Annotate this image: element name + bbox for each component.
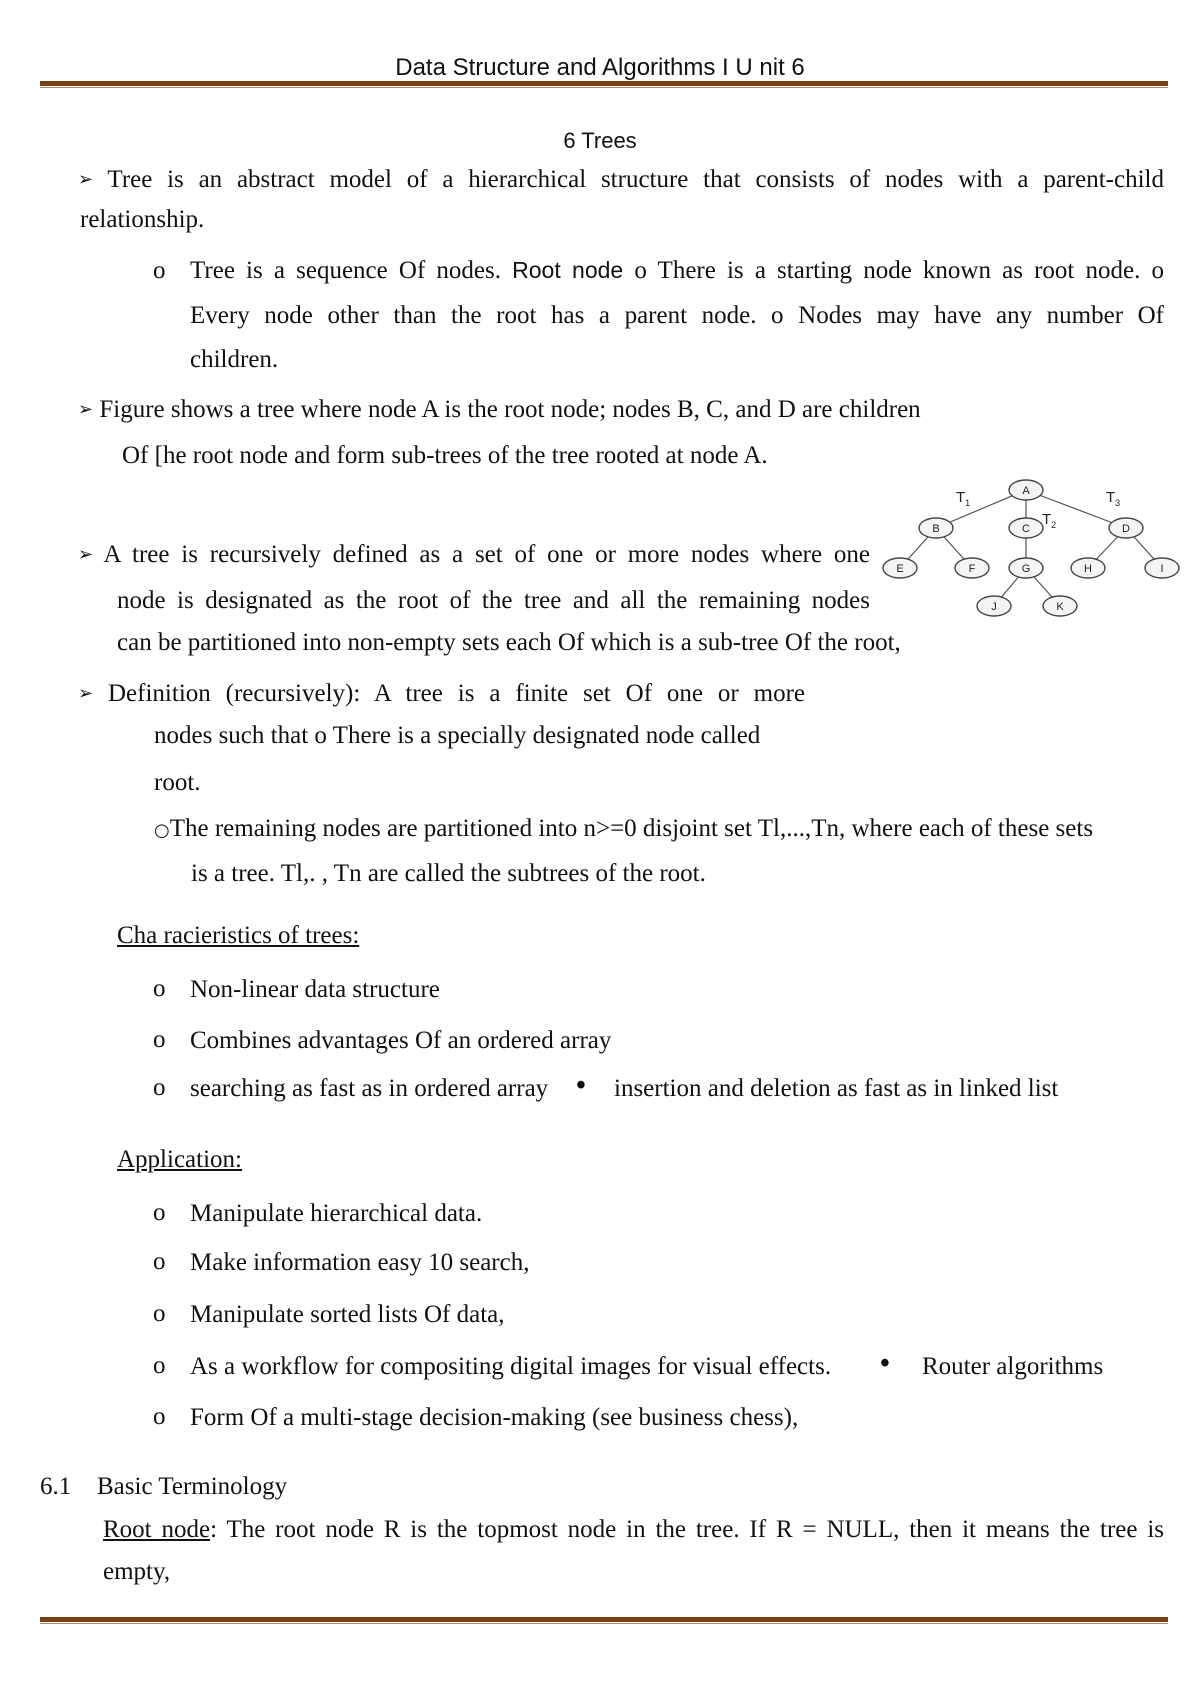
o-bullet: o xyxy=(153,1300,166,1327)
application-item-1: Manipulate hierarchical data. xyxy=(190,1200,483,1227)
o-bullet: o xyxy=(153,1248,166,1275)
recursive-line-1: ➢ A tree is recursively defined as a set of one or more nodes where one xyxy=(78,541,870,568)
application-extra: Router algorithms xyxy=(922,1353,1104,1380)
intro-line-1: ➢ Tree is an abstract model of a hierarchical structure that consists of nodes with a parent-child xyxy=(78,166,1164,193)
arrow-bullet-icon: ➢ xyxy=(78,683,94,704)
sub1-line-1: Tree is a sequence Of nodes. Root node o There is a starting node known as root node. o xyxy=(190,257,1165,284)
tree-diagram xyxy=(870,470,1180,630)
o-bullet: o xyxy=(153,1199,166,1226)
sub1-line-2: Every node other than the root has a parent node. o Nodes may have any number Of xyxy=(190,302,1164,329)
recursive-line-2: node is designated as the root of the tree and all the remaining nodes xyxy=(117,587,870,614)
definition-line-5: is a tree. Tl,. , Tn are called the subtrees of the root. xyxy=(191,860,706,887)
circle-bullet-icon: ○ xyxy=(154,820,170,841)
o-bullet: o xyxy=(153,1352,166,1379)
characteristic-item-2: Combines advantages Of an ordered array xyxy=(190,1027,612,1054)
dot-bullet-icon: • xyxy=(576,1070,586,1101)
subtree-label-t2: $T_2$ xyxy=(1042,511,1057,530)
definition-line-2: nodes such that o There is a specially designated node called xyxy=(154,722,761,749)
footer-rule-thin xyxy=(40,1623,1168,1624)
intro-line-2: relationship. xyxy=(80,206,205,233)
arrow-bullet-icon: ➢ xyxy=(78,544,94,565)
subtree-label-t3: $T_3$ xyxy=(1106,489,1121,508)
svg-text:I: I xyxy=(1160,563,1164,575)
section-title: 6 Trees xyxy=(563,128,637,153)
svg-text:J: J xyxy=(991,601,997,613)
root-node-line-1: Root node: The root node R is the topmost node in the tree. If R = NULL, then it means the tree is xyxy=(103,1516,1165,1543)
tree-node-d xyxy=(1109,518,1143,538)
tree-node-h xyxy=(1071,558,1105,578)
tree-node-b xyxy=(919,518,953,538)
terminology-number: 6.1 xyxy=(40,1473,72,1500)
svg-text:C: C xyxy=(1022,523,1030,535)
o-bullet: o xyxy=(153,1026,166,1053)
o-bullet: o xyxy=(153,1074,166,1101)
header-rule xyxy=(40,81,1168,86)
root-node-line-2: empty, xyxy=(103,1558,171,1585)
arrow-bullet-icon: ➢ xyxy=(78,169,94,190)
svg-text:H: H xyxy=(1084,563,1092,575)
svg-text:D: D xyxy=(1122,523,1130,535)
svg-text:F: F xyxy=(968,563,976,575)
definition-line-4: ○The remaining nodes are partitioned into n>=0 disjoint set Tl,...,Tn, where each of these sets xyxy=(154,815,1094,842)
characteristic-item-3: searching as fast as in ordered array xyxy=(190,1075,549,1102)
figure-text-line-2: Of [he root node and form sub-trees of the tree rooted at node A. xyxy=(122,442,768,469)
svg-text:K: K xyxy=(1056,601,1064,613)
sub1-line-3: children. xyxy=(190,346,279,373)
o-bullet: o xyxy=(153,1403,166,1430)
application-item-2: Make information easy 10 search, xyxy=(190,1249,530,1276)
tree-node-i xyxy=(1145,558,1179,578)
o-bullet: o xyxy=(153,257,166,284)
application-item-5: Form Of a multi-stage decision-making (see business chess), xyxy=(190,1404,799,1431)
dot-bullet-icon: • xyxy=(880,1348,890,1379)
svg-text:A: A xyxy=(1022,485,1030,497)
terminology-title: Basic Terminology xyxy=(97,1473,288,1500)
application-heading: Application: xyxy=(117,1146,242,1173)
characteristic-item-1: Non-linear data structure xyxy=(190,976,440,1003)
arrow-bullet-icon: ➢ xyxy=(78,399,94,420)
definition-line-1: ➢ Definition (recursively): A tree is a finite set Of one or more xyxy=(78,680,805,707)
tree-node-f xyxy=(955,558,989,578)
tree-node-g xyxy=(1009,558,1043,578)
svg-text:B: B xyxy=(932,523,940,535)
tree-node-c xyxy=(1009,518,1043,538)
svg-text:G: G xyxy=(1021,563,1031,575)
o-bullet: o xyxy=(153,975,166,1002)
tree-node-e xyxy=(883,558,917,578)
figure-text-line-1: ➢ Figure shows a tree where node A is the root node; nodes B, C, and D are children xyxy=(78,396,921,423)
svg-text:E: E xyxy=(896,563,904,575)
page-header-title: Data Structure and Algorithms I U nit 6 xyxy=(395,54,805,81)
tree-node-j xyxy=(977,596,1011,616)
recursive-line-3: can be partitioned into non-empty sets each Of which is a sub-tree Of the root, xyxy=(117,629,901,656)
tree-node-a xyxy=(1009,480,1043,500)
header-rule-thin xyxy=(40,87,1168,88)
subtree-label-t1: $T_1$ xyxy=(956,489,971,508)
characteristic-extra: insertion and deletion as fast as in linked list xyxy=(614,1075,1059,1102)
definition-line-3: root. xyxy=(154,769,201,796)
tree-node-k xyxy=(1043,596,1077,616)
application-item-4: As a workflow for compositing digital images for visual effects. xyxy=(190,1353,832,1380)
characteristics-heading: Cha racieristics of trees: xyxy=(117,922,360,949)
application-item-3: Manipulate sorted lists Of data, xyxy=(190,1301,505,1328)
footer-rule xyxy=(40,1617,1168,1622)
